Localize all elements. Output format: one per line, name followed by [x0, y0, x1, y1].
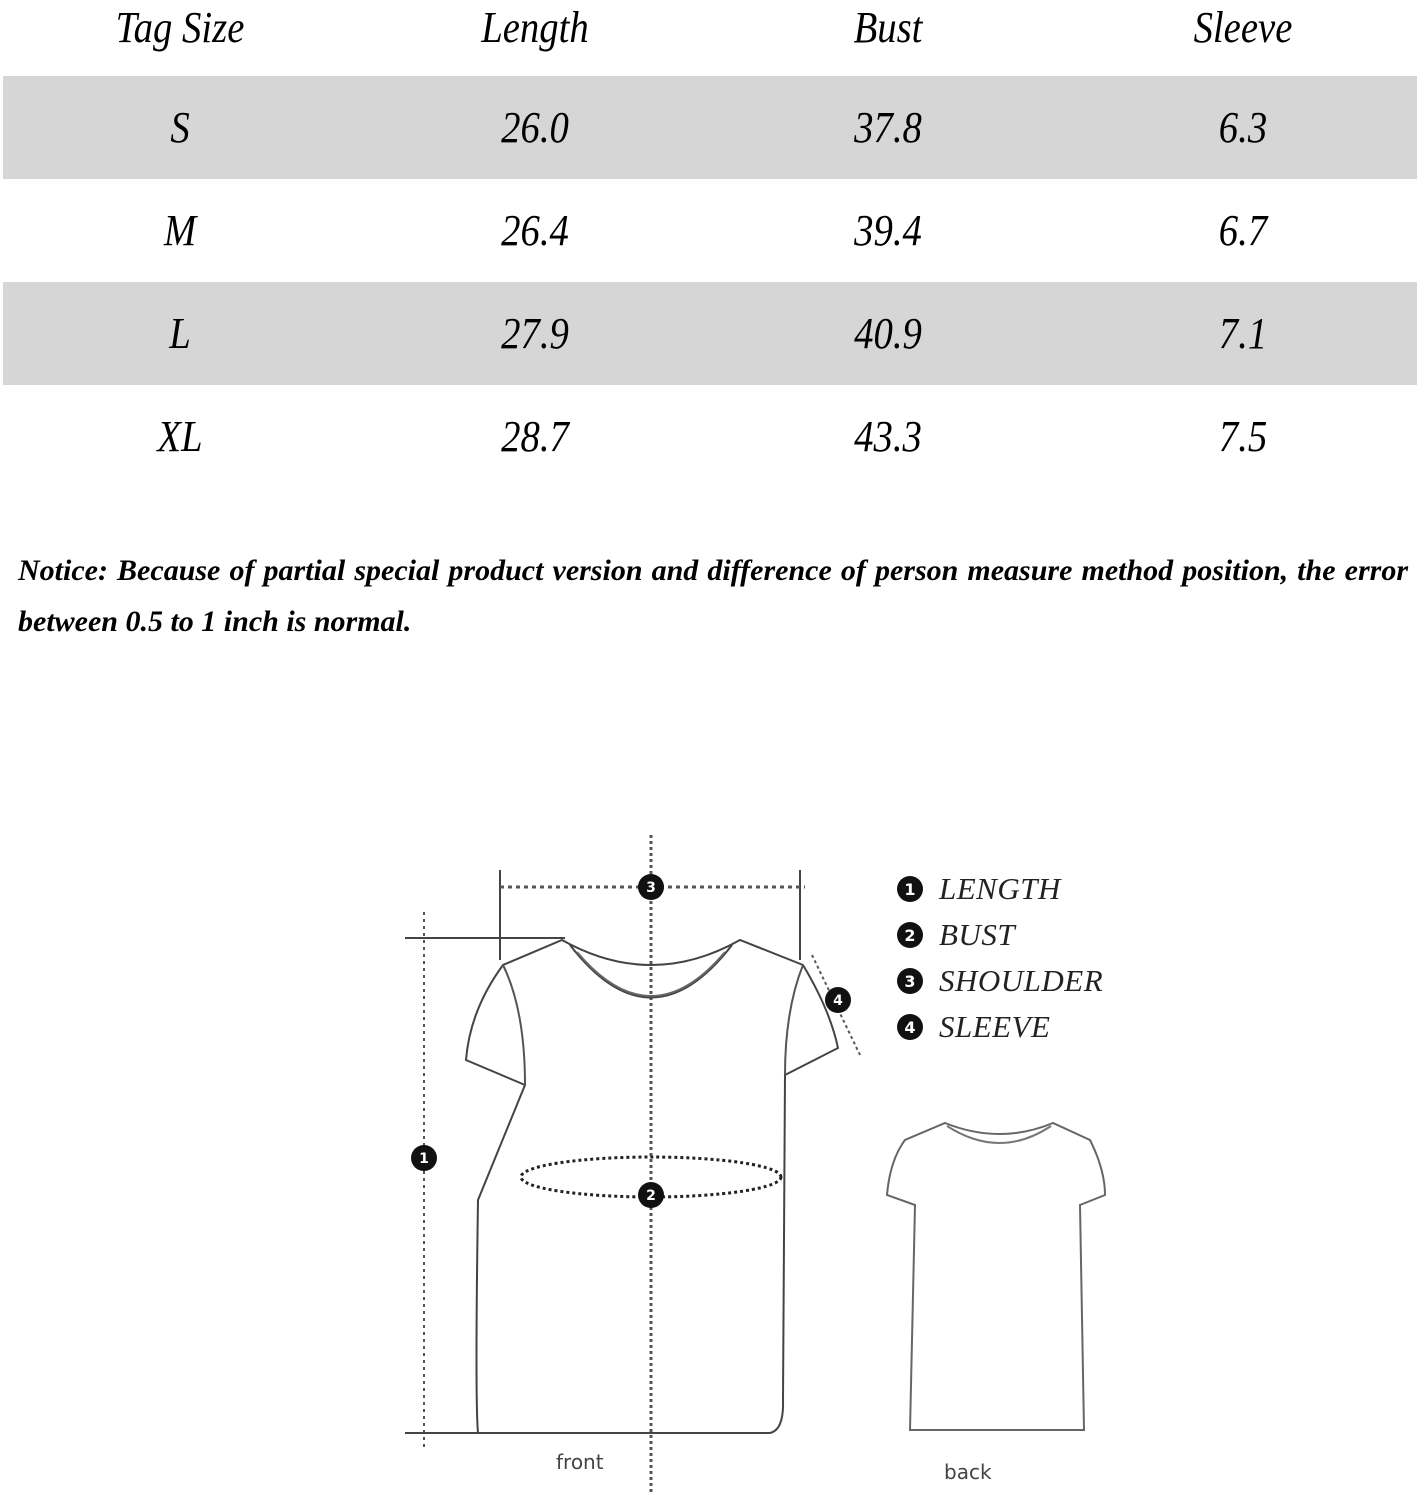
- cell-length: 26.0: [501, 103, 569, 152]
- header-tag-size: Tag Size: [115, 3, 245, 52]
- legend-item-bust: 2 BUST: [897, 912, 1103, 958]
- number-3-icon: 3: [897, 968, 923, 994]
- marker-shoulder: 3: [646, 880, 656, 896]
- cell-size: S: [170, 103, 190, 152]
- cell-bust: 39.4: [854, 206, 922, 255]
- number-2-icon: 2: [897, 922, 923, 948]
- table-row: [3, 179, 1417, 282]
- marker-length: 1: [419, 1151, 429, 1167]
- cell-size: L: [169, 309, 191, 358]
- number-1-icon: 1: [897, 876, 923, 902]
- legend-item-sleeve: 4 SLEEVE: [897, 1004, 1103, 1050]
- cell-sleeve: 6.7: [1218, 206, 1268, 255]
- marker-bust: 2: [646, 1188, 656, 1204]
- header-bust: Bust: [853, 3, 923, 52]
- legend-item-shoulder: 3 SHOULDER: [897, 958, 1103, 1004]
- cell-bust: 37.8: [854, 103, 922, 152]
- back-caption: back: [944, 1460, 992, 1484]
- header-sleeve: Sleeve: [1193, 3, 1293, 52]
- cell-length: 28.7: [501, 412, 569, 461]
- cell-bust: 40.9: [854, 309, 922, 358]
- marker-sleeve: 4: [833, 993, 843, 1009]
- cell-size: M: [163, 206, 197, 255]
- cell-sleeve: 6.3: [1218, 103, 1268, 152]
- legend-item-length: 1 LENGTH: [897, 866, 1103, 912]
- measurement-notice: Notice: Because of partial special product version and difference of person measure method position, the error between 0.5 to 1 inch is normal.: [18, 554, 1408, 638]
- table-row: [3, 76, 1417, 179]
- table-row: [3, 282, 1417, 385]
- cell-sleeve: 7.5: [1218, 412, 1268, 461]
- cell-sleeve: 7.1: [1218, 309, 1268, 358]
- cell-size: XL: [157, 412, 203, 461]
- cell-bust: 43.3: [854, 412, 922, 461]
- table-header-row: [3, 0, 1417, 79]
- header-length: Length: [481, 3, 589, 52]
- cell-length: 26.4: [501, 206, 569, 255]
- number-4-icon: 4: [897, 1014, 923, 1040]
- tshirt-measurement-diagram: [0, 800, 1419, 1500]
- measurement-legend: [897, 866, 1103, 1050]
- table-row: [3, 385, 1417, 488]
- front-caption: front: [556, 1450, 604, 1474]
- cell-length: 27.9: [501, 309, 569, 358]
